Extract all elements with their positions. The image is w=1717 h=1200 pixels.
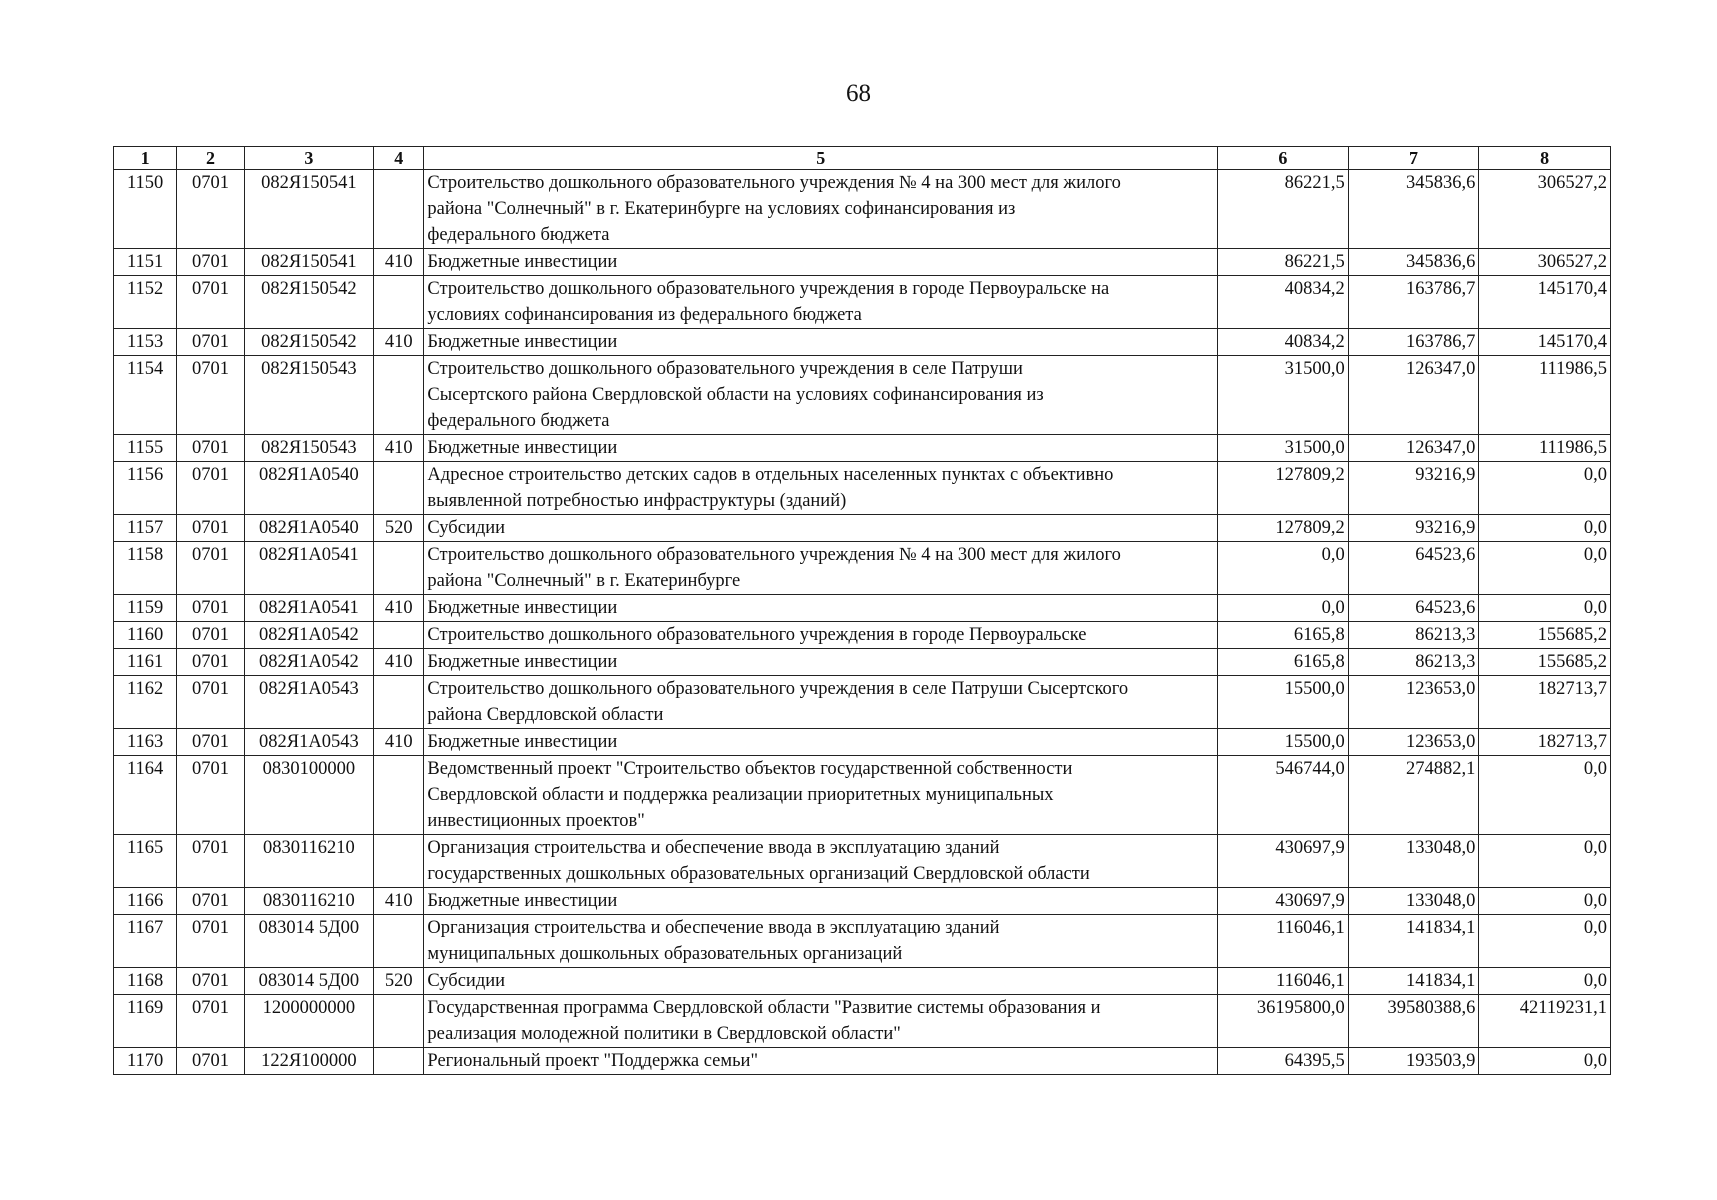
row-number: 1160 [114, 622, 177, 649]
expense-type-code: 520 [374, 515, 424, 542]
amount-col-6: 116046,1 [1218, 915, 1349, 968]
amount-col-8: 0,0 [1479, 462, 1611, 515]
expense-type-code [374, 1048, 424, 1075]
amount-col-8: 145170,4 [1479, 329, 1611, 356]
amount-col-8: 0,0 [1479, 968, 1611, 995]
amount-col-8: 155685,2 [1479, 622, 1611, 649]
table-row [114, 835, 1611, 888]
expense-type-code [374, 622, 424, 649]
table-row [114, 542, 1611, 595]
row-number: 1157 [114, 515, 177, 542]
row-number: 1167 [114, 915, 177, 968]
section-code: 0701 [177, 888, 244, 915]
item-name: Бюджетные инвестиции [424, 435, 1218, 462]
section-code: 0701 [177, 462, 244, 515]
amount-col-6: 116046,1 [1218, 968, 1349, 995]
target-article-code: 082Я1А0540 [244, 462, 374, 515]
col-header-5: 5 [424, 147, 1218, 170]
table-row [114, 170, 1611, 249]
amount-col-7: 93216,9 [1348, 462, 1479, 515]
amount-col-8: 0,0 [1479, 1048, 1611, 1075]
table-row [114, 595, 1611, 622]
amount-col-8: 0,0 [1479, 756, 1611, 835]
section-code: 0701 [177, 276, 244, 329]
expense-type-code: 410 [374, 888, 424, 915]
table-row [114, 649, 1611, 676]
expense-type-code [374, 356, 424, 435]
amount-col-7: 141834,1 [1348, 968, 1479, 995]
amount-col-6: 6165,8 [1218, 649, 1349, 676]
row-number: 1151 [114, 249, 177, 276]
col-header-1: 1 [114, 147, 177, 170]
item-name: Организация строительства и обеспечение ввода в эксплуатацию зданий государственных дошкольных образовательных организаций Свердловской области [424, 835, 1218, 888]
expense-type-code [374, 915, 424, 968]
col-header-4: 4 [374, 147, 424, 170]
table-row [114, 1048, 1611, 1075]
item-name: Бюджетные инвестиции [424, 329, 1218, 356]
table-row [114, 729, 1611, 756]
section-code: 0701 [177, 968, 244, 995]
row-number: 1169 [114, 995, 177, 1048]
target-article-code: 082Я150541 [244, 170, 374, 249]
item-name: Бюджетные инвестиции [424, 649, 1218, 676]
amount-col-7: 193503,9 [1348, 1048, 1479, 1075]
col-header-6: 6 [1218, 147, 1349, 170]
col-header-3: 3 [244, 147, 374, 170]
amount-col-6: 86221,5 [1218, 249, 1349, 276]
item-name: Бюджетные инвестиции [424, 888, 1218, 915]
table-row [114, 756, 1611, 835]
table-row [114, 515, 1611, 542]
expense-type-code [374, 276, 424, 329]
amount-col-6: 0,0 [1218, 595, 1349, 622]
table-row [114, 915, 1611, 968]
expense-type-code [374, 835, 424, 888]
expense-type-code [374, 462, 424, 515]
amount-col-8: 0,0 [1479, 915, 1611, 968]
amount-col-7: 163786,7 [1348, 329, 1479, 356]
expense-type-code: 410 [374, 249, 424, 276]
item-name: Строительство дошкольного образовательного учреждения в селе Патруши Сысертского района Свердловской области [424, 676, 1218, 729]
table-row [114, 462, 1611, 515]
amount-col-6: 36195800,0 [1218, 995, 1349, 1048]
table-row [114, 968, 1611, 995]
target-article-code: 082Я1А0543 [244, 676, 374, 729]
amount-col-7: 163786,7 [1348, 276, 1479, 329]
amount-col-7: 345836,6 [1348, 170, 1479, 249]
expense-type-code: 410 [374, 329, 424, 356]
table-row [114, 329, 1611, 356]
amount-col-7: 86213,3 [1348, 649, 1479, 676]
row-number: 1163 [114, 729, 177, 756]
item-name: Бюджетные инвестиции [424, 595, 1218, 622]
table-header-row [114, 147, 1611, 170]
amount-col-6: 31500,0 [1218, 435, 1349, 462]
amount-col-7: 86213,3 [1348, 622, 1479, 649]
amount-col-7: 345836,6 [1348, 249, 1479, 276]
table-row [114, 356, 1611, 435]
amount-col-7: 39580388,6 [1348, 995, 1479, 1048]
target-article-code: 122Я100000 [244, 1048, 374, 1075]
target-article-code: 082Я1А0542 [244, 649, 374, 676]
amount-col-6: 430697,9 [1218, 888, 1349, 915]
target-article-code: 082Я150542 [244, 329, 374, 356]
amount-col-8: 0,0 [1479, 835, 1611, 888]
expense-type-code: 410 [374, 595, 424, 622]
section-code: 0701 [177, 729, 244, 756]
amount-col-7: 93216,9 [1348, 515, 1479, 542]
target-article-code: 083014 5Д00 [244, 915, 374, 968]
target-article-code: 082Я150543 [244, 435, 374, 462]
row-number: 1152 [114, 276, 177, 329]
item-name: Государственная программа Свердловской области "Развитие системы образования и реализация молодежной политики в Свердловской области" [424, 995, 1218, 1048]
target-article-code: 0830116210 [244, 888, 374, 915]
amount-col-8: 306527,2 [1479, 249, 1611, 276]
col-header-2: 2 [177, 147, 244, 170]
section-code: 0701 [177, 249, 244, 276]
amount-col-8: 0,0 [1479, 515, 1611, 542]
table-row [114, 435, 1611, 462]
row-number: 1165 [114, 835, 177, 888]
target-article-code: 1200000000 [244, 995, 374, 1048]
row-number: 1158 [114, 542, 177, 595]
section-code: 0701 [177, 622, 244, 649]
amount-col-8: 145170,4 [1479, 276, 1611, 329]
item-name: Строительство дошкольного образовательного учреждения в городе Первоуральске на условиях софинансирования из федерального бюджета [424, 276, 1218, 329]
amount-col-7: 141834,1 [1348, 915, 1479, 968]
item-name: Субсидии [424, 968, 1218, 995]
section-code: 0701 [177, 542, 244, 595]
expense-type-code [374, 676, 424, 729]
target-article-code: 082Я1А0541 [244, 595, 374, 622]
expense-type-code [374, 170, 424, 249]
expense-type-code: 410 [374, 729, 424, 756]
item-name: Бюджетные инвестиции [424, 729, 1218, 756]
row-number: 1156 [114, 462, 177, 515]
amount-col-6: 6165,8 [1218, 622, 1349, 649]
row-number: 1161 [114, 649, 177, 676]
amount-col-8: 0,0 [1479, 888, 1611, 915]
section-code: 0701 [177, 595, 244, 622]
section-code: 0701 [177, 676, 244, 729]
expense-type-code: 520 [374, 968, 424, 995]
target-article-code: 082Я1А0542 [244, 622, 374, 649]
item-name: Региональный проект "Поддержка семьи" [424, 1048, 1218, 1075]
item-name: Строительство дошкольного образовательного учреждения в городе Первоуральске [424, 622, 1218, 649]
target-article-code: 082Я150542 [244, 276, 374, 329]
amount-col-6: 127809,2 [1218, 515, 1349, 542]
table-body [114, 170, 1611, 1075]
target-article-code: 0830116210 [244, 835, 374, 888]
table-row [114, 888, 1611, 915]
section-code: 0701 [177, 515, 244, 542]
row-number: 1170 [114, 1048, 177, 1075]
target-article-code: 082Я150543 [244, 356, 374, 435]
row-number: 1166 [114, 888, 177, 915]
section-code: 0701 [177, 329, 244, 356]
item-name: Строительство дошкольного образовательного учреждения № 4 на 300 мест для жилого района "Солнечный" в г. Екатеринбурге на условиях софинансирования из федерального бюджета [424, 170, 1218, 249]
target-article-code: 082Я1А0540 [244, 515, 374, 542]
amount-col-7: 126347,0 [1348, 356, 1479, 435]
amount-col-6: 31500,0 [1218, 356, 1349, 435]
expense-type-code [374, 756, 424, 835]
col-header-7: 7 [1348, 147, 1479, 170]
row-number: 1164 [114, 756, 177, 835]
table-row [114, 622, 1611, 649]
amount-col-6: 64395,5 [1218, 1048, 1349, 1075]
section-code: 0701 [177, 170, 244, 249]
amount-col-8: 42119231,1 [1479, 995, 1611, 1048]
row-number: 1155 [114, 435, 177, 462]
section-code: 0701 [177, 435, 244, 462]
expense-type-code: 410 [374, 435, 424, 462]
col-header-8: 8 [1479, 147, 1611, 170]
table-row [114, 276, 1611, 329]
section-code: 0701 [177, 649, 244, 676]
target-article-code: 082Я1А0541 [244, 542, 374, 595]
amount-col-7: 123653,0 [1348, 729, 1479, 756]
table-row [114, 249, 1611, 276]
section-code: 0701 [177, 835, 244, 888]
amount-col-7: 123653,0 [1348, 676, 1479, 729]
item-name: Адресное строительство детских садов в отдельных населенных пунктах с объективно выявленной потребностью инфраструктуры (зданий) [424, 462, 1218, 515]
row-number: 1162 [114, 676, 177, 729]
target-article-code: 082Я150541 [244, 249, 374, 276]
amount-col-8: 306527,2 [1479, 170, 1611, 249]
row-number: 1159 [114, 595, 177, 622]
amount-col-7: 274882,1 [1348, 756, 1479, 835]
row-number: 1150 [114, 170, 177, 249]
section-code: 0701 [177, 756, 244, 835]
item-name: Субсидии [424, 515, 1218, 542]
amount-col-7: 133048,0 [1348, 835, 1479, 888]
expense-type-code [374, 542, 424, 595]
amount-col-6: 40834,2 [1218, 329, 1349, 356]
target-article-code: 0830100000 [244, 756, 374, 835]
section-code: 0701 [177, 995, 244, 1048]
page-number: 68 [846, 80, 871, 107]
amount-col-8: 0,0 [1479, 542, 1611, 595]
target-article-code: 082Я1А0543 [244, 729, 374, 756]
row-number: 1154 [114, 356, 177, 435]
amount-col-6: 40834,2 [1218, 276, 1349, 329]
amount-col-7: 133048,0 [1348, 888, 1479, 915]
table-row [114, 676, 1611, 729]
row-number: 1153 [114, 329, 177, 356]
expense-type-code: 410 [374, 649, 424, 676]
item-name: Организация строительства и обеспечение ввода в эксплуатацию зданий муниципальных дошкольных образовательных организаций [424, 915, 1218, 968]
section-code: 0701 [177, 915, 244, 968]
amount-col-7: 126347,0 [1348, 435, 1479, 462]
item-name: Строительство дошкольного образовательного учреждения в селе Патруши Сысертского района Свердловской области на условиях софинансирования из федерального бюджета [424, 356, 1218, 435]
amount-col-7: 64523,6 [1348, 595, 1479, 622]
row-number: 1168 [114, 968, 177, 995]
amount-col-6: 430697,9 [1218, 835, 1349, 888]
amount-col-6: 15500,0 [1218, 676, 1349, 729]
amount-col-8: 111986,5 [1479, 435, 1611, 462]
amount-col-6: 86221,5 [1218, 170, 1349, 249]
amount-col-6: 15500,0 [1218, 729, 1349, 756]
expense-type-code [374, 995, 424, 1048]
item-name: Строительство дошкольного образовательного учреждения № 4 на 300 мест для жилого района "Солнечный" в г. Екатеринбурге [424, 542, 1218, 595]
section-code: 0701 [177, 1048, 244, 1075]
amount-col-7: 64523,6 [1348, 542, 1479, 595]
amount-col-6: 546744,0 [1218, 756, 1349, 835]
budget-table [113, 146, 1611, 1075]
amount-col-8: 0,0 [1479, 595, 1611, 622]
amount-col-8: 182713,7 [1479, 729, 1611, 756]
section-code: 0701 [177, 356, 244, 435]
amount-col-6: 0,0 [1218, 542, 1349, 595]
item-name: Бюджетные инвестиции [424, 249, 1218, 276]
amount-col-6: 127809,2 [1218, 462, 1349, 515]
target-article-code: 083014 5Д00 [244, 968, 374, 995]
amount-col-8: 111986,5 [1479, 356, 1611, 435]
table-row [114, 995, 1611, 1048]
amount-col-8: 155685,2 [1479, 649, 1611, 676]
amount-col-8: 182713,7 [1479, 676, 1611, 729]
item-name: Ведомственный проект "Строительство объектов государственной собственности Свердловской области и поддержка реализации приоритетных муниципальных инвестиционных проектов" [424, 756, 1218, 835]
